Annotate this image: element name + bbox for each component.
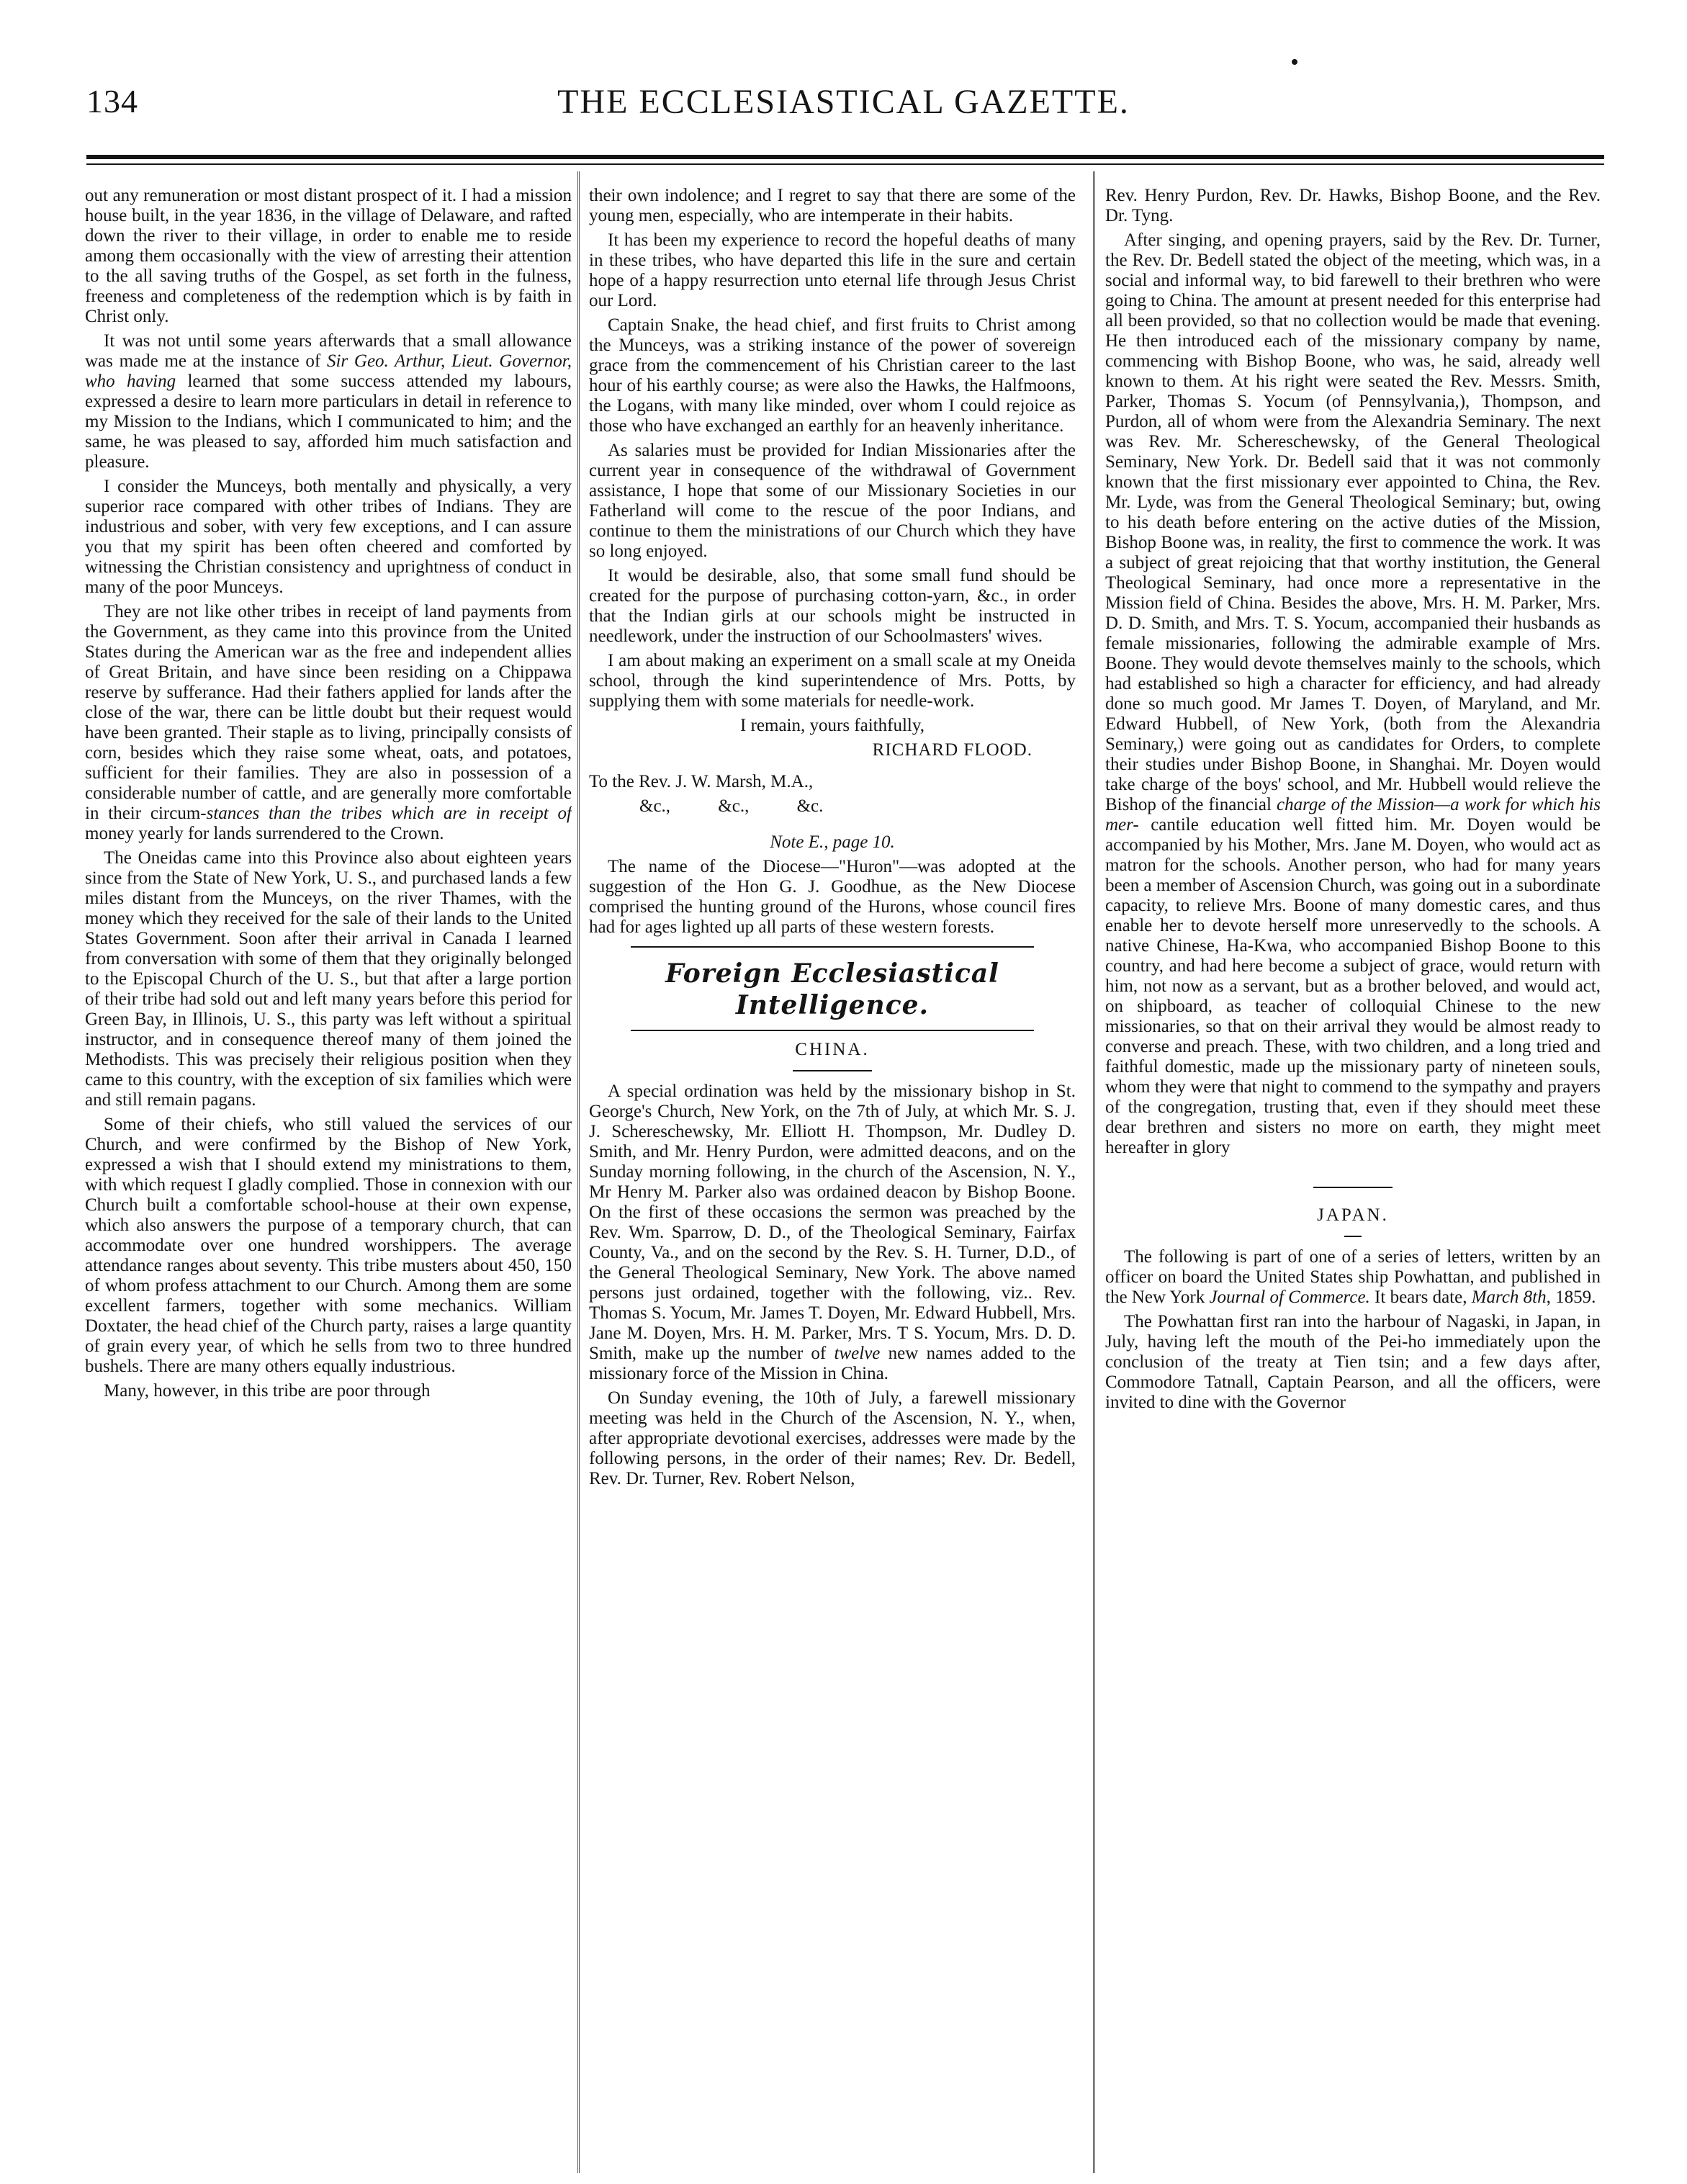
page-number: 134 [86,83,138,120]
subhead-china: CHINA. [795,1040,870,1059]
paragraph: On Sunday evening, the 10th of July, a farewell missionary meeting was held in the Church of the Ascension, N. Y., when, after appropriate devotional exercises, addresses were made by the following persons, in the order of their names; Rev. Dr. Bedell, Rev. Dr. Turner, Rev. Robert Nelson, [589,1388,1076,1488]
paragraph: After singing, and opening prayers, said by the Rev. Dr. Turner, the Rev. Dr. Bedell stated the object of the meeting, which was, in a social and informal way, to bid farewell to their brethren who were going to China. The amount at present needed for this enterprise had all been provided, so that no collection would be made that evening. He then introduced each of the missionary company by name, commencing with Bishop Boone, who was, he said, already well known to them. At his right were seated the Rev. Messrs. Smith, Parker, Thomas S. Yocum (of Pennsylvania,), Thompson, and Purdon, all of whom were from the Alexandria Seminary. The next was Rev. Mr. Schereschewsky, of the General Theological Seminary, New York. Dr. Bedell said that it was not commonly known that the first missionary ever appointed to China, the Rev. Mr. Lyde, was from the General Theological Seminary; but, owing to his death before entering on the active duties of the Mission, Bishop Boone was, in reality, the first to commence the work. It was a subject of great rejoicing that that worthy institution, the General Theological Seminary, had once more a representative in the Mission field of China. Besides the above, Mrs. H. M. Parker, Mrs. D. D. Smith, and Mrs. T. S. Yocum, accompanied their husbands as female missionaries, following the admirable example of Mrs. Boone. They would devote themselves mainly to the schools, which had established so high a character for efficiency, and had already done so much good. Mr James T. Doyen, of Maryland, and Mr. Edward Hubbell, of New York, (both from the Alexandria Seminary,) were going out as candidates for Orders, to complete their studies under Bishop Boone, in Shanghai. Mr. Doyen would take charge of the boys' school, and Mr. Hubbell would relieve the Bishop of the financial charge of the Mission—a work for which his mer- cantile education well fitted him. Mr. Doyen would be accompanied by his Mother, Mrs. Jane M. Doyen, who would act as matron for the schools. Another person, who had for many years been a member of Ascension Church, was going out in a subordinate capacity, to relieve Mrs. Boone of many domestic cares, and thus enable her to devote herself more unreservedly to the schools. A native Chinese, Ha-Kwa, who accompanied Bishop Boone to this country, and had here become a subject of grace, would return with him, not now as a servant, but as a brother beloved, and would act, on shipboard, as teacher of colloquial Chinese to the new missionaries, so that on their arrival they would be almost ready to converse and preach. These, with two children, and a long tried and faithful domestic, made up the missionary party of nineteen souls, whom they were that night to commend to the sympathy and prayers of the congregation, trusting that, even if they should meet these dear brethren and sisters no more on earth, they might meet hereafter in glory [1105,230,1601,1157]
ink-speck [1292,59,1297,65]
section-rule [631,946,1034,948]
paragraph: It would be desirable, also, that some small fund should be created for the purpose of purchasing cotton-yarn, &c., in order that the Indian girls at our schools might be instructed in needlework, under the instruction of our Schoolmasters' wives. [589,566,1076,646]
paragraph: out any remuneration or most distant prospect of it. I had a mission house built, in the year 1836, in the village of Delaware, and rafted down the river to their village, in order to enable me to reside among them occasionally with the view of arresting their attention to the all saving truths of the Gospel, as set forth in the fulness, freeness and completeness of the redemption which is by faith in Christ only. [85,186,572,326]
paragraph: It was not until some years afterwards that a small allowance was made me at the instance of Sir Geo. Arthur, Lieut. Governor, who having learned that some success attended my labours, expressed a desire to learn more particulars in detail in reference to my Mission to the Indians, which I communicated to him; and the same, he was pleased to say, afforded him much satisfaction and pleasure. [85,331,572,472]
column-3 [1105,186,1601,2173]
paragraph: A special ordination was held by the missionary bishop in St. George's Church, New York, on the 7th of July, at which Mr. S. J. J. Schereschewsky, Mr. Elliott H. Thompson, Mr. Dudley D. Smith, and Mr. Henry Purdon, were admitted deacons, and on the Sunday morning following, in the church of the Ascension, N. Y., Mr Henry M. Parker also was ordained deacon by Bishop Boone. On the first of these occasions the sermon was preached by the Rev. Wm. Sparrow, D. D., of the Theological Seminary, Fairfax County, Va., and on the second by the Rev. S. H. Turner, D.D., of the General Theological Seminary, New York. The above named persons just ordained, together with the following, viz.. Rev. Thomas S. Yocum, Mr. James T. Doyen, Mr. Edward Hubbell, Mrs. Jane M. Doyen, Mrs. H. M. Parker, Mrs. T S. Yocum, Mrs. D. D. Smith, make up the number of twelve new names added to the missionary force of the Mission in China. [589,1082,1076,1383]
paragraph: Captain Snake, the head chief, and first fruits to Christ among the Munceys, was a striking instance of the power of sovereign grace from the commencement of his Christian career to the last hour of his earthly course; as were also the Hawks, the Halfmoons, the Logans, with many like minded, over whom I could rejoice as those who have exchanged an earthly for an heavenly inheritance. [589,315,1076,436]
header-rule-thin [86,163,1604,165]
paragraph: It has been my experience to record the hopeful deaths of many in these tribes, who have departed this life in the sure and certain hope of a happy resurrection unto eternal life through Jesus Christ our Lord. [589,230,1076,310]
paragraph: The name of the Diocese—"Huron"—was adopted at the suggestion of the Hon G. J. Goodhue, as the New Diocese comprised the hunting ground of the Hurons, whose council fires had for ages lighted up all parts of these western forests. [589,857,1076,937]
paragraph: Some of their chiefs, who still valued the services of our Church, and were confirmed by the Bishop of New York, expressed a wish that I should extend my ministrations to them, with which request I gladly complied. Those in connexion with our Church built a comfortable school-house at their own expense, which also answers the purpose of a temporary church, that can accommodate over one hundred worshippers. The average attendance ranges about seventy. This tribe musters about 450, 150 of whom profess attachment to our Church. Among them are some excellent farmers, together with some mechanics. William Doxtater, the head chief of the Church party, raises a large quantity of grain every year, of which he sells from two to three hundred bushels. There are many others equally industrious. [85,1115,572,1376]
paragraph: The Powhattan first ran into the harbour of Nagaski, in Japan, in July, having left the mouth of the Pei-ho immediately upon the conclusion of the treaty at Tien tsin; and a few days after, Commodore Tatnall, Captain Pearson, and all the officers, were invited to dine with the Governor [1105,1312,1601,1412]
paragraph: The following is part of one of a series of letters, written by an officer on board the United States ship Powhattan, and published in the New York Journal of Commerce. It bears date, March 8th, 1859. [1105,1247,1601,1307]
section-rule [631,1030,1034,1031]
letter-addressee: To the Rev. J. W. Marsh, M.A., [589,772,814,791]
column-1 [85,186,572,2173]
note-heading: Note E., page 10. [770,832,895,852]
paragraph: The Oneidas came into this Province also about eighteen years since from the State of New York, U. S., and purchased lands a few miles distant from the Munceys, on the river Thames, with the money which they received for the sale of their lands to the United States Government. Soon after their arrival in Canada I learned from conversation with some of them that they originally belonged to the Episcopal Church of the U. S., but that after a large portion of their tribe had sold out and left many years before this period for Green Bay, in Illinois, U. S., this party was left without a spiritual instructor, and in consequence thereof many of them joined the Methodists. This was precisely their religious position when they came to this country, with the exception of six families which were and still remain pagans. [85,848,572,1110]
paragraph: As salaries must be provided for Indian Missionaries after the current year in consequence of the withdrawal of Government assistance, I hope that some of our Missionary Societies in our Fatherland will come to the rescue of the poor Indians, and continue to them the ministrations of our Church which they have so long enjoyed. [589,441,1076,561]
paragraph: Rev. Henry Purdon, Rev. Dr. Hawks, Bishop Boone, and the Rev. Dr. Tyng. [1105,186,1601,225]
section-heading: Foreign Ecclesiastical Intelligence. [665,958,999,1020]
paragraph: Many, however, in this tribe are poor through [104,1381,431,1401]
paragraph: They are not like other tribes in receipt of land payments from the Government, as they came into this province from the United States during the American war as the free and independent allies of Great Britain, and have since been residing on a Chippawa reserve by sufferance. Had their fathers applied for lands after the close of the war, there can be little doubt but their request would have been granted. Their staple as to living, principally consists of corn, besides which they raise some wheat, oats, and potatoes, sufficient for their families. They are also in possession of a considerable number of cattle, and are generally more comfortable in their circum-stances than the tribes which are in receipt of money yearly for lands surrendered to the Crown. [85,602,572,843]
subhead-rule [1344,1236,1362,1237]
subhead-rule [793,1070,872,1071]
column-divider [1093,171,1095,2173]
paragraph: their own indolence; and I regret to say that there are some of the young men, especially, who are intemperate in their habits. [589,186,1076,225]
header-rule-thick [86,155,1604,159]
paragraph: I am about making an experiment on a small scale at my Oneida school, through the kind superintendence of Mrs. Potts, by supplying them with some materials for needle-work. [589,651,1076,711]
column-2 [589,186,1076,2173]
letter-signoff: I remain, yours faithfully, [740,716,925,735]
page-title: THE ECCLESIASTICAL GAZETTE. [557,83,1130,121]
letter-signature: RICHARD FLOOD. [872,740,1033,760]
subhead-japan: JAPAN. [1317,1205,1389,1225]
paragraph: I consider the Munceys, both mentally and physically, a very superior race compared with other tribes of Indians. They are industrious and sober, with very few exceptions, and I can assure you that my spirit has been often cheered and comforted by witnessing the Christian consistency and uprightness of conduct in many of the poor Munceys. [85,477,572,597]
letter-etc: &c., &c., &c. [639,796,824,816]
column-divider [577,171,580,2173]
section-rule [1313,1187,1393,1188]
